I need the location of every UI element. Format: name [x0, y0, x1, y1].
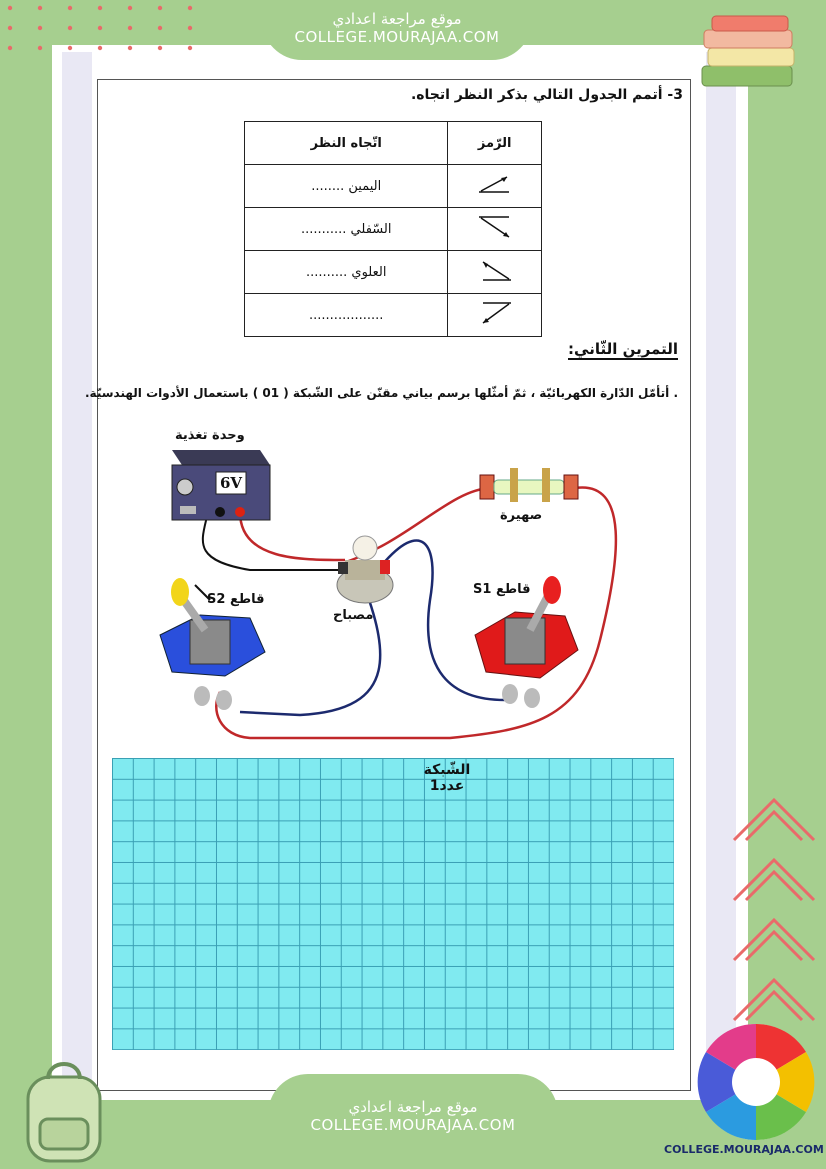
direction-cell[interactable]: ..................: [245, 294, 448, 337]
fuse-label: صهيرة: [500, 508, 543, 523]
footer-site-url[interactable]: COLLEGE.MOURAJAA.COM: [310, 1116, 516, 1134]
viewing-direction-table: [244, 121, 542, 337]
table-header-row: [245, 122, 542, 165]
grid-title: [412, 762, 482, 794]
voltage-label: 6V: [219, 474, 243, 492]
electric-circuit-diagram: [150, 420, 650, 750]
table-row: [245, 251, 542, 294]
table-row: [245, 165, 542, 208]
backpack-icon: [14, 1055, 114, 1165]
power-supply-label: وحدة تغذية: [175, 428, 245, 443]
college-logo-icon: [696, 1022, 816, 1142]
arrow-down-left-2-icon: [475, 299, 515, 327]
question-3-prompt: 3- أتمم الجدول التالي بذكر النظر اتجاه.: [410, 87, 683, 103]
fuse-icon: [480, 468, 578, 502]
symbol-cell: [448, 208, 542, 251]
arrow-down-left-icon: [475, 213, 515, 241]
symbol-cell: [448, 294, 542, 337]
footer-banner: [268, 1074, 558, 1169]
chevron-up-decoration-icon: [728, 790, 820, 1040]
direction-cell[interactable]: اليمين ........: [245, 165, 448, 208]
drawing-grid[interactable]: [112, 758, 674, 1050]
direction-cell[interactable]: العلوي ..........: [245, 251, 448, 294]
header-symbol: الرّمز: [448, 122, 542, 165]
table-row: [245, 294, 542, 337]
symbol-cell: [448, 251, 542, 294]
exercise-2-instruction: . أتأمّل الدّارة الكهربائيّة ، ثمّ أمثّلها برسم بياني مقنّن على الشّبكة ( 01 ) باستعمال الأدوات الهندسيّة.: [84, 386, 678, 400]
grid-number: عدد1: [429, 778, 465, 794]
footer-logo-text[interactable]: COLLEGE.MOURAJAA.COM: [664, 1143, 824, 1156]
exercise-2-title: التمرين الثّاني:: [568, 340, 678, 358]
header-site-arabic: موقع مراجعة اعدادي: [332, 10, 462, 28]
switch-s2-label: قاطع S2: [207, 592, 265, 607]
arrow-right-up-icon: [475, 172, 515, 196]
arrow-up-left-icon: [475, 256, 515, 284]
lamp-icon: [337, 536, 393, 603]
frame-strip-left: [62, 52, 92, 1092]
table-row: [245, 208, 542, 251]
books-icon: [694, 12, 804, 97]
header-site-url[interactable]: COLLEGE.MOURAJAA.COM: [294, 28, 500, 46]
grid-title-text: الشّبكة: [423, 762, 471, 778]
symbol-cell: [448, 165, 542, 208]
lamp-label: مصباح: [333, 608, 374, 623]
header-direction: اتّجاه النظر: [245, 122, 448, 165]
header-banner: [262, 0, 532, 60]
decorative-dots: [0, 0, 200, 60]
footer-site-arabic: موقع مراجعة اعدادي: [348, 1098, 478, 1116]
direction-cell[interactable]: السّفلي ...........: [245, 208, 448, 251]
switch-s1-label: قاطع S1: [473, 582, 531, 597]
